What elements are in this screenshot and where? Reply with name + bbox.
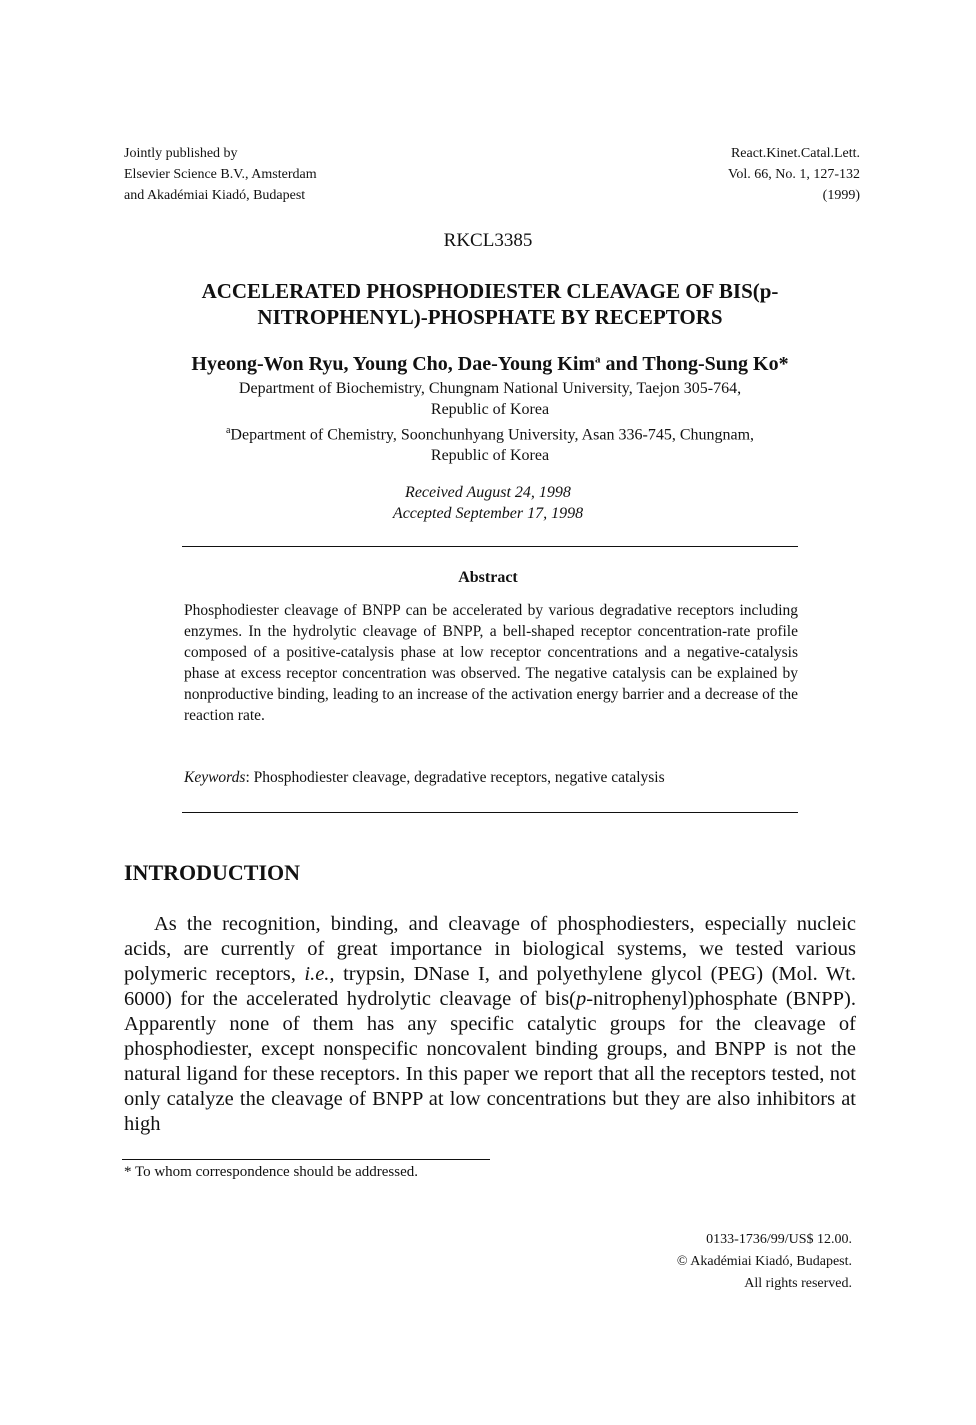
author-names-last: and Thong-Sung Ko* <box>600 353 789 375</box>
journal-volume: Vol. 66, No. 1, 127-132 <box>728 167 860 182</box>
issn-price: 0133-1736/99/US$ 12.00. <box>706 1232 852 1247</box>
publisher-line: and Akadémiai Kiadó, Budapest <box>124 188 306 203</box>
intro-text: As the recognition, binding, and cleavage of phosphodiesters, especially nucleic acids, are currently of great importance in biological systems, we tested various polymeric receptors, <box>124 913 856 985</box>
intro-italic: p <box>575 988 587 1010</box>
publisher-info <box>124 143 317 206</box>
title-line-2: NITROPHENYL)-PHOSPHATE BY RECEPTORS <box>257 305 723 329</box>
introduction-paragraph <box>124 912 856 1137</box>
author-names: Hyeong-Won Ryu, Young Cho, Dae-Young Kim <box>191 353 596 375</box>
keywords <box>184 769 798 787</box>
keywords-text: : Phosphodiester cleavage, degradative receptors, negative catalysis <box>245 769 665 786</box>
journal-name: React.Kinet.Catal.Lett. <box>730 146 860 161</box>
affiliation-mark: a <box>225 425 231 436</box>
title-line-1: ACCELERATED PHOSPHODIESTER CLEAVAGE OF BIS(p- <box>201 279 779 303</box>
affiliation-line <box>100 420 880 445</box>
footnote-rule <box>122 1159 490 1160</box>
rights: All rights reserved. <box>744 1276 852 1291</box>
copyright-holder: © Akadémiai Kiadó, Budapest. <box>676 1254 852 1269</box>
article-code: RKCL3385 <box>443 230 533 251</box>
publisher-line: Jointly published by <box>124 146 238 161</box>
affiliation-line: Republic of Korea <box>430 447 550 465</box>
keywords-label: Keywords <box>184 769 246 786</box>
divider-bottom <box>182 812 798 813</box>
intro-italic: i.e., <box>304 963 335 985</box>
publication-dates <box>0 482 976 524</box>
affiliation-text: Department of Chemistry, Soonchunhyang University, Asan 336-745, Chungnam, <box>230 426 755 444</box>
abstract-heading: Abstract <box>458 569 518 586</box>
affiliations <box>100 378 880 466</box>
intro-text: -nitrophenyl)phosphate (BNPP). Apparently none of them has any specific catalytic groups for the cleavage of phosphodiester, except nonspecific noncovalent binding groups, and BNPP is not the natural ligand for these receptors. In this paper we report that all the receptors tested, not only catalyze the cleavage of BNPP at low concentrations but they are also inhibitors at high <box>124 988 856 1135</box>
divider-top <box>182 546 798 547</box>
affiliation-mark: a <box>595 353 601 366</box>
journal-citation <box>728 143 860 206</box>
affiliation-line: Department of Biochemistry, Chungnam National University, Taejon 305-764, <box>238 380 742 397</box>
received-date: Received August 24, 1998 <box>405 484 571 501</box>
author-list <box>100 353 880 376</box>
paper-title <box>140 278 840 330</box>
section-heading: INTRODUCTION <box>124 860 301 885</box>
publisher-line: Elsevier Science B.V., Amsterdam <box>124 167 317 182</box>
accepted-date: Accepted September 17, 1998 <box>392 505 584 522</box>
journal-year: (1999) <box>822 188 860 203</box>
copyright-block <box>677 1229 852 1295</box>
intro-text: trypsin, DNase I, and polyethylene glycol (PEG) (Mol. Wt. 6000) for the accelerated hydrolytic cleavage of bis( <box>124 963 856 1010</box>
affiliation-line: Republic of Korea <box>430 401 550 418</box>
footnote: * To whom correspondence should be addressed. <box>124 1164 419 1180</box>
abstract-text: Phosphodiester cleavage of BNPP can be accelerated by various degradative receptors including enzymes. In the hydrolytic cleavage of BNPP, a bell-shaped receptor concentration-rate profile composed of a positive-catalysis phase at low receptor concentrations and a negative-catalysis phase at excess receptor concentration was observed. The negative catalysis can be explained by nonproductive binding, leading to an increase of the activation energy barrier and a decrease of the reaction rate. <box>184 602 798 724</box>
